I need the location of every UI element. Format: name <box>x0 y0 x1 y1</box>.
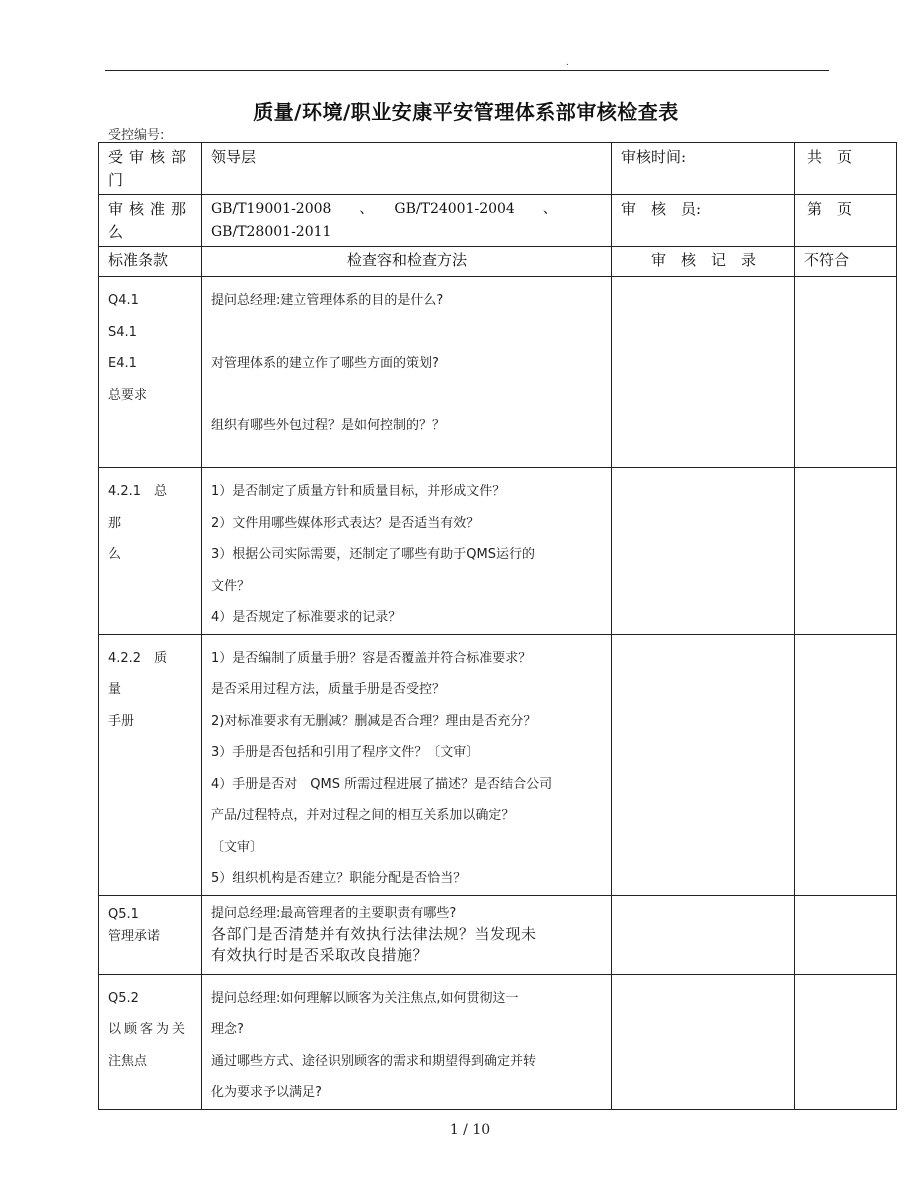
nonconform-cell <box>795 634 897 895</box>
nonconform-cell <box>795 895 897 974</box>
clause-line: 4.2.2 质 量 <box>108 650 181 697</box>
table-row <box>99 895 897 974</box>
content-cell <box>202 974 612 1109</box>
content-line: 是否采用过程方法，质量手册是否受控？ <box>211 682 446 697</box>
content-line: 文件？ <box>211 578 251 594</box>
clause-line: 以顾客为关 <box>108 1022 189 1037</box>
audit-checklist-table <box>98 142 897 1110</box>
nonconform-cell <box>795 468 897 635</box>
clause-line: S4.1 <box>108 324 137 340</box>
clause-line: 么 <box>108 547 122 562</box>
table-row <box>99 974 897 1109</box>
control-number-label: 受控编号: <box>108 128 165 143</box>
content-line: 各部门是否清楚并有效执行法律法规？当发现未 <box>211 924 537 943</box>
clause-cell <box>99 895 202 974</box>
content-line: 提问总经理:最高管理者的主要职责有哪些? <box>211 905 457 921</box>
record-cell <box>612 277 795 468</box>
content-line: 5）组织机构是否建立？职能分配是否恰当？ <box>211 871 467 886</box>
clause-line: Q5.1 <box>108 906 139 922</box>
content-line: 1）是否编制了质量手册？容是否覆盖并符合标准要求？ <box>211 650 532 666</box>
page-title: 质量/环境/职业安康平安管理体系部审核检查表 <box>253 100 679 124</box>
col-header-content: 检查容和检查方法 <box>202 247 612 277</box>
clause-cell <box>99 468 202 635</box>
audit-time-label: 审核时间: <box>612 143 795 195</box>
col-header-record: 审 核 记 录 <box>612 247 795 277</box>
content-line: 化为要求予以满足? <box>211 1085 322 1100</box>
criteria-label: 审核准那么 <box>99 195 202 247</box>
criteria-line-1: GB/T19001-2008 、 GB/T24001-2004 、 <box>211 201 557 217</box>
dept-row <box>99 143 897 195</box>
dept-label: 受审核部门 <box>99 143 202 195</box>
content-gap <box>211 379 605 410</box>
content-gap <box>211 317 605 348</box>
record-cell <box>612 974 795 1109</box>
auditor-label: 审 核 员: <box>612 195 795 247</box>
content-line: 4）手册是否对 QMS 所需过程进展了描述？是否结合公司 <box>211 776 553 792</box>
clause-line: 手册 <box>108 713 135 729</box>
content-line: 产品/过程特点，并对过程之间的相互关系加以确定？ <box>211 808 515 823</box>
content-line: 2）文件用哪些媒体形式表达？是否适当有效？ <box>211 515 480 531</box>
clause-line: 注焦点 <box>108 1053 148 1069</box>
page-number-label: 第 页 <box>795 195 897 247</box>
header-rule <box>105 70 829 71</box>
header-dot: . <box>566 58 569 68</box>
clause-line: 4.2.1 总 那 <box>108 484 181 531</box>
page-footer: 1 / 10 <box>449 1122 491 1138</box>
table-row <box>99 634 897 895</box>
clause-cell <box>99 974 202 1109</box>
clause-line: 管理承诺 <box>108 928 161 944</box>
content-line: 3）根据公司实际需要，还制定了哪些有助于QMS运行的 <box>211 547 535 562</box>
content-cell <box>202 895 612 974</box>
content-line: 理念? <box>211 1022 244 1037</box>
content-line: 〔文审〕 <box>211 839 264 855</box>
clause-line: Q5.2 <box>108 990 139 1006</box>
clause-cell <box>99 277 202 468</box>
criteria-value <box>202 195 612 247</box>
content-line: 组织有哪些外包过程？是如何控制的？？ <box>211 418 446 433</box>
record-cell <box>612 895 795 974</box>
column-header-row <box>99 247 897 277</box>
nonconform-cell <box>795 974 897 1109</box>
nonconform-cell <box>795 277 897 468</box>
clause-line: 总要求 <box>108 387 148 403</box>
total-pages-label: 共 页 <box>795 143 897 195</box>
content-cell <box>202 468 612 635</box>
content-line: 通过哪些方式、途径识别顾客的需求和期望得到确定并转 <box>211 1053 537 1069</box>
content-line: 1）是否制定了质量方针和质量目标，并形成文件？ <box>211 484 506 499</box>
dept-value: 领导层 <box>202 143 612 195</box>
record-cell <box>612 468 795 635</box>
content-line: 提问总经理:建立管理体系的目的是什么? <box>211 293 444 308</box>
content-line: 2)对标准要求有无删减？删减是否合理？理由是否充分？ <box>211 713 537 729</box>
col-header-clause: 标准条款 <box>99 247 202 277</box>
criteria-line-2: GB/T28001-2011 <box>211 224 332 240</box>
content-line: 对管理体系的建立作了哪些方面的策划? <box>211 355 439 371</box>
content-line: 提问总经理:如何理解以顾客为关注焦点,如何贯彻这一 <box>211 990 519 1006</box>
content-cell <box>202 634 612 895</box>
table-row <box>99 468 897 635</box>
content-line: 3）手册是否包括和引用了程序文件？〔文审〕 <box>211 745 480 760</box>
table-row <box>99 277 897 468</box>
record-cell <box>612 634 795 895</box>
content-line: 有效执行时是否采取改良措施？ <box>211 945 429 964</box>
criteria-row <box>99 195 897 247</box>
content-cell <box>202 277 612 468</box>
clause-line: E4.1 <box>108 356 137 371</box>
content-line: 4）是否规定了标准要求的记录？ <box>211 610 402 625</box>
col-header-nonconform: 不符合 <box>795 247 897 277</box>
clause-cell <box>99 634 202 895</box>
clause-line: Q4.1 <box>108 293 139 308</box>
